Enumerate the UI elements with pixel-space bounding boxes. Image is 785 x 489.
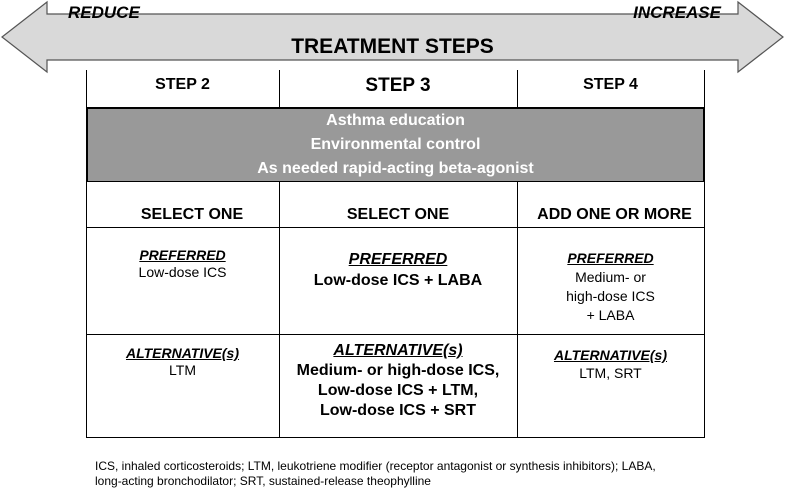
band-line-environment: Environmental control (310, 136, 481, 153)
preferred-option: Medium- or (575, 269, 646, 285)
step-2-select: SELECT ONE (140, 206, 244, 223)
step-4-alternative-cell (517, 346, 704, 382)
step-2-preferred-cell (86, 247, 279, 281)
footnote-line-1: ICS, inhaled corticosteroids; LTM, leukotriene modifier (receptor antagonist or synthesis inhibitors); LABA, (95, 459, 656, 473)
alternative-option: Medium- or high-dose ICS, (296, 362, 500, 379)
step-3-preferred-cell (279, 249, 517, 291)
alternative-label: ALTERNATIVE(s) (553, 347, 668, 363)
grid-line-select-bottom (86, 227, 705, 228)
band-line-education: Asthma education (326, 112, 465, 129)
step-4-preferred-cell (517, 249, 704, 325)
preferred-label: PREFERRED (348, 251, 448, 268)
alternative-option: Low-dose ICS + SRT (319, 402, 476, 419)
grid-line-table-bottom (86, 437, 705, 438)
preferred-option: high-dose ICS (566, 288, 655, 304)
preferred-option: Low-dose ICS (138, 264, 227, 280)
step-3-select: SELECT ONE (346, 206, 450, 223)
step-3-alternative-cell (279, 341, 517, 421)
step-3-header: STEP 3 (365, 75, 431, 96)
step-4-header: STEP 4 (583, 76, 638, 93)
alternative-option: Low-dose ICS + LTM, (317, 382, 479, 399)
step-2-header: STEP 2 (155, 76, 210, 93)
alternative-option: LTM, SRT (579, 365, 642, 381)
preferred-label: PREFERRED (139, 247, 226, 263)
footnote-line-2: long-acting bronchodilator; SRT, sustained-release theophylline (95, 474, 431, 488)
step-2-alternative-cell (86, 345, 279, 379)
common-components-band (87, 108, 704, 182)
increase-label: INCREASE (633, 3, 721, 22)
preferred-option: Low-dose ICS + LABA (313, 272, 483, 289)
footnote (95, 459, 656, 489)
treatment-steps-title: TREATMENT STEPS (291, 35, 494, 58)
preferred-option: + LABA (586, 307, 635, 323)
band-line-beta-agonist: As needed rapid-acting beta-agonist (257, 160, 534, 177)
preferred-label: PREFERRED (567, 250, 654, 266)
alternative-option: LTM (169, 362, 196, 378)
step-4-select: ADD ONE OR MORE (537, 206, 692, 223)
alternative-label: ALTERNATIVE(s) (333, 342, 463, 359)
grid-line-preferred-bottom (86, 334, 705, 335)
reduce-label: REDUCE (68, 3, 140, 22)
alternative-label: ALTERNATIVE(s) (125, 345, 240, 361)
grid-line-right (704, 70, 705, 438)
